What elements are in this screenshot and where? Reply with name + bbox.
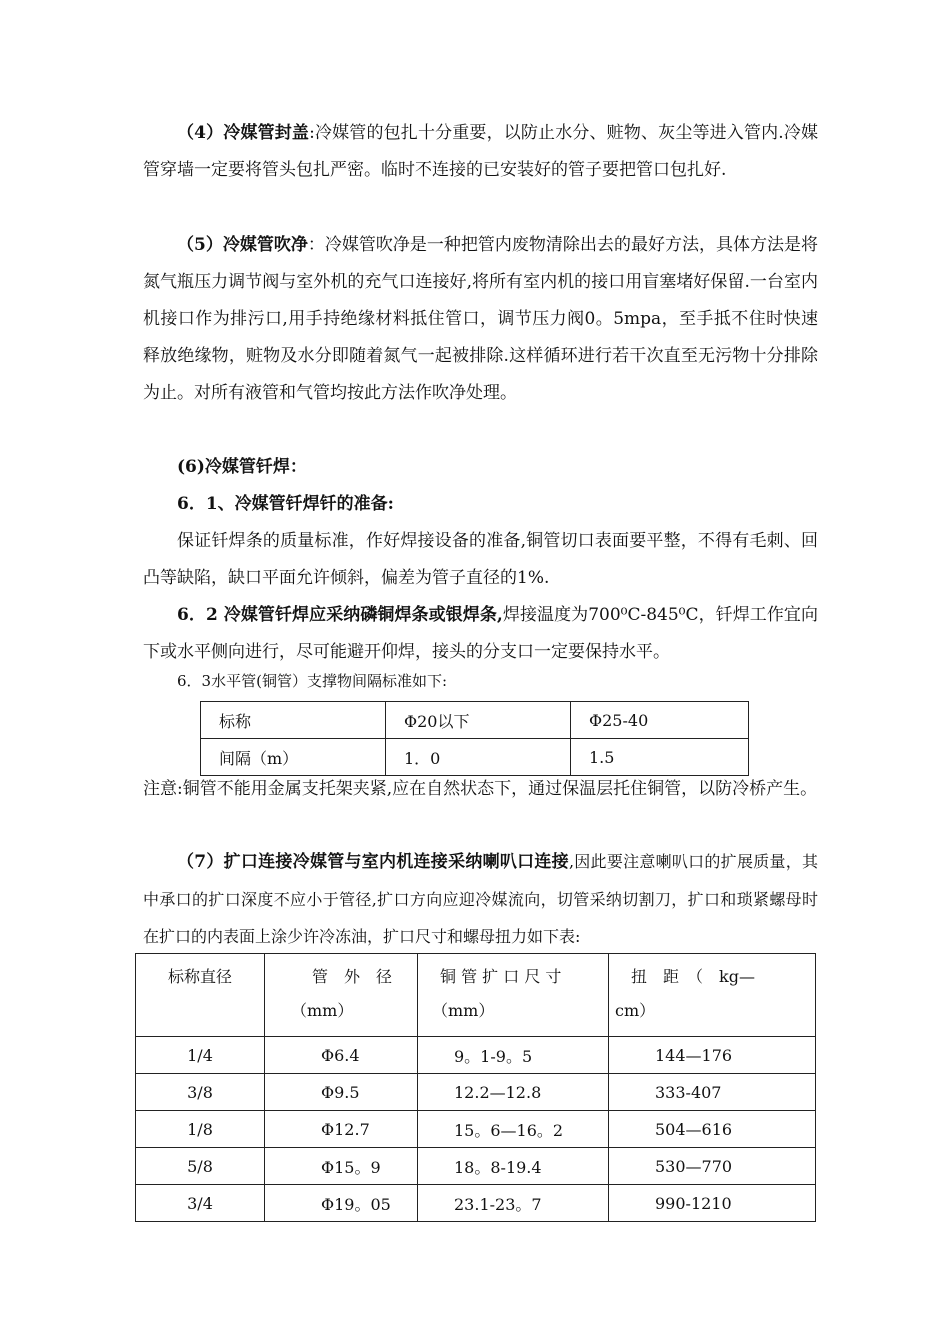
table-row <box>201 702 749 739</box>
table-cell: 530—770 <box>609 1148 816 1185</box>
table-cell: 23.1-23。7 <box>418 1185 609 1222</box>
support-spacing-table <box>200 701 749 776</box>
section-5-paragraph <box>143 227 818 412</box>
table-cell: 1/4 <box>136 1037 265 1074</box>
section-6-2-title: 6．2 冷媒管钎焊应采纳磷铜焊条或银焊条, <box>177 605 503 625</box>
table-row <box>201 739 749 776</box>
section-4-title: （4）冷媒管封盖 <box>177 123 310 143</box>
section-6-title: (6)冷媒管钎焊： <box>177 457 307 477</box>
table-cell: 3/8 <box>136 1074 265 1111</box>
table-cell: 1.5 <box>571 739 749 776</box>
table-row <box>136 1185 816 1222</box>
table-cell: 1．0 <box>386 739 571 776</box>
section-6-1-body: 保证钎焊条的质量标准，作好焊接设备的准备,铜管切口表面要平整，不得有毛刺、回凸等缺陷，缺口平面允许倾斜，偏差为管子直径的1%. <box>143 531 818 588</box>
table-header-row <box>136 954 816 1037</box>
table-cell: Φ6.4 <box>265 1037 418 1074</box>
header-cell: 管 外 径 （mm） <box>265 954 418 1037</box>
section-6-2-body: 焊接温度为700⁰C-845⁰C，钎焊工作宜向下或水平侧向进行，尽可能避开仰焊，接头的分支口一定要保持水平。 <box>143 605 818 662</box>
section-7-body: ,因此要注意喇叭口的扩展质量，其中承口的扩口深度不应小于管径,扩口方向应迎冷媒流向，切管采纳切割刀，扩口和琐紧螺母时在扩口的内表面上涂少许冷冻油，扩口尺寸和螺母扭力如下表: <box>143 852 819 946</box>
section-6-2-paragraph <box>143 597 818 671</box>
table-cell: 间隔（m） <box>201 739 386 776</box>
table-cell: 333-407 <box>609 1074 816 1111</box>
table-row <box>136 1111 816 1148</box>
table-row <box>136 1074 816 1111</box>
table-cell: 504—616 <box>609 1111 816 1148</box>
table-row <box>136 1148 816 1185</box>
table-cell: 144—176 <box>609 1037 816 1074</box>
table-cell: 15。6—16。2 <box>418 1111 609 1148</box>
note-paragraph: 注意:铜管不能用金属支托架夹紧,应在自然状态下，通过保温层托住铜管，以防冷桥产生。 <box>143 779 818 799</box>
header-cell: 铜 管 扩 口 尺 寸 （mm） <box>418 954 609 1037</box>
table-cell: Φ12.7 <box>265 1111 418 1148</box>
section-4-body: :冷媒管的包扎十分重要，以防止水分、赃物、灰尘等进入管内.冷媒管穿墙一定要将管头包扎严密。临时不连接的已安装好的管子要把管口包扎好. <box>143 123 818 180</box>
table-cell: Φ19。05 <box>265 1185 418 1222</box>
table-cell: 990-1210 <box>609 1185 816 1222</box>
table-cell: Φ25-40 <box>571 702 749 739</box>
section-7-paragraph <box>143 843 818 955</box>
section-6-3-title: 6．3水平管(铜管）支撑物间隔标准如下: <box>177 672 447 690</box>
section-4-paragraph <box>143 115 818 189</box>
flare-size-table <box>135 953 816 1222</box>
section-5-body: ：冷媒管吹净是一种把管内废物清除出去的最好方法，具体方法是将氮气瓶压力调节阀与室外机的充气口连接好,将所有室内机的接口用盲塞堵好保留.一台室内机接口作为排污口,用手持绝缘材料抵住管口，调节压力阀0。5mpa，至手抵不住时快速释放绝缘物，赃物及水分即随着氮气一起被排除.这样循环进行若干次直至无污物十分排除为止。对所有液管和气管均按此方法作吹净处理。 <box>143 235 818 403</box>
section-6-1-title: 6．1、冷媒管钎焊钎的准备: <box>177 494 394 514</box>
table-cell: 9。1-9。5 <box>418 1037 609 1074</box>
table-row <box>136 1037 816 1074</box>
header-cell: 扭 距 （ kg— cm） <box>609 954 816 1037</box>
section-7-title: （7）扩口连接冷媒管与室内机连接采纳喇叭口连接 <box>177 852 569 872</box>
table-cell: 18。8-19.4 <box>418 1148 609 1185</box>
table-cell: Φ20以下 <box>386 702 571 739</box>
table-cell: 5/8 <box>136 1148 265 1185</box>
table-cell: Φ15。9 <box>265 1148 418 1185</box>
table-cell: 标称 <box>201 702 386 739</box>
table-cell: Φ9.5 <box>265 1074 418 1111</box>
table-cell: 3/4 <box>136 1185 265 1222</box>
table-cell: 12.2—12.8 <box>418 1074 609 1111</box>
header-cell: 标称直径 <box>136 954 265 1037</box>
table-cell: 1/8 <box>136 1111 265 1148</box>
section-5-title: （5）冷媒管吹净 <box>177 235 308 255</box>
